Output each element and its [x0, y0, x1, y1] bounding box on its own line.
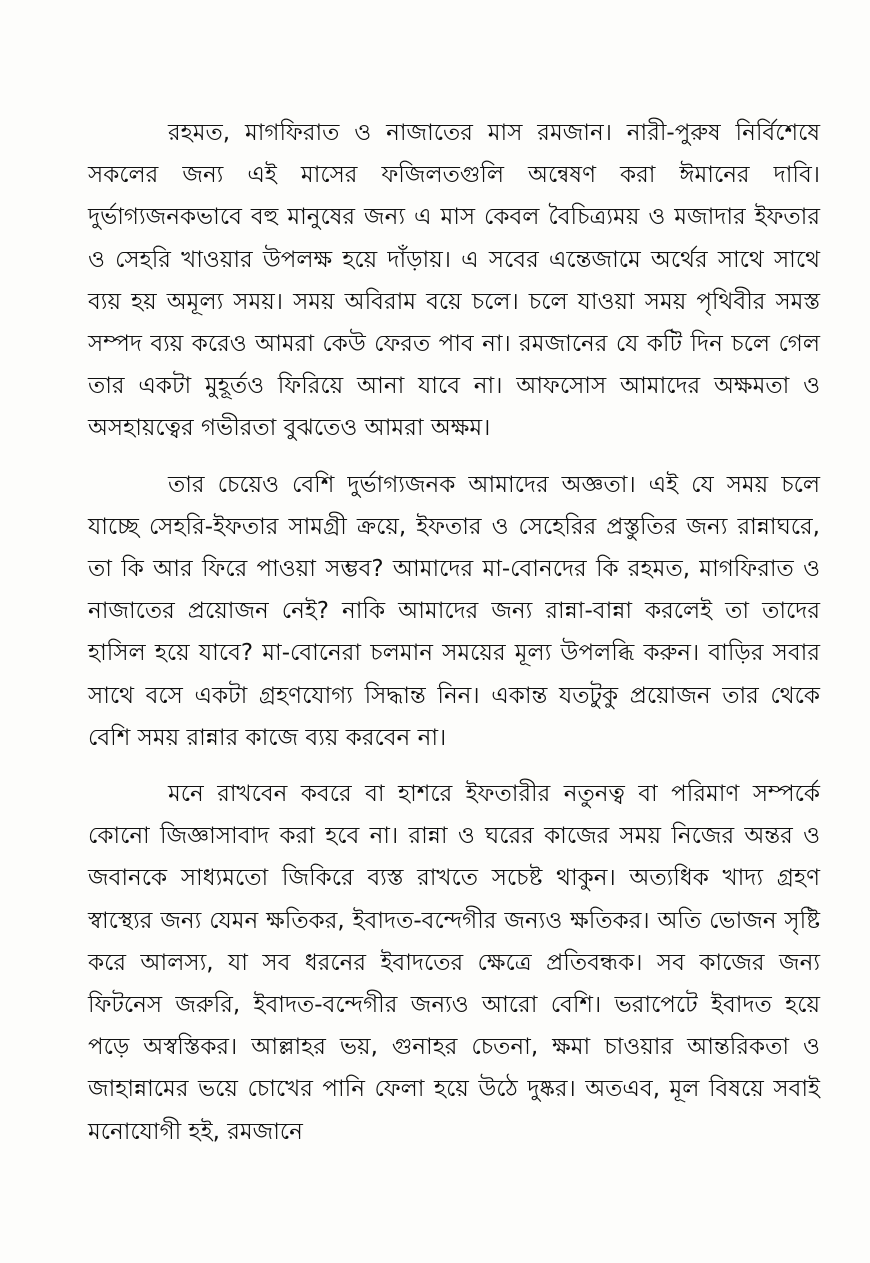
body-text: [88, 112, 820, 1153]
paragraph-1: রহমত, মাগফিরাত ও নাজাতের মাস রমজান। নারী-পুরুষ নির্বিশেষে সকলের জন্য এই মাসের ফজিলতগুলি অন্বেষণ করা ঈমানের দাবি। দুর্ভাগ্যজনকভাবে বহু মানুষের জন্য এ মাস কেবল বৈচিত্র্যময় ও মজাদার ইফতার ও সেহরি খাওয়ার উপলক্ষ হয়ে দাঁড়ায়। এ সবের এন্তেজামে অর্থের সাথে সাথে ব্যয় হয় অমূল্য সময়। সময় অবিরাম বয়ে চলে। চলে যাওয়া সময় পৃথিবীর সমস্ত সম্পদ ব্যয় করেও আমরা কেউ ফেরত পাব না। রমজানের যে কটি দিন চলে গেল তার একটা মুহূর্তও ফিরিয়ে আনা যাবে না। আফসোস আমাদের অক্ষমতা ও অসহায়ত্বের গভীরতা বুঝতেও আমরা অক্ষম।: [88, 120, 820, 442]
paragraph-2: তার চেয়েও বেশি দুর্ভাগ্যজনক আমাদের অজ্ঞতা। এই যে সময় চলে যাচ্ছে সেহরি-ইফতার সামগ্রী ক্রয়ে, ইফতার ও সেহেরির প্রস্তুতির জন্য রান্নাঘরে, তা কি আর ফিরে পাওয়া সম্ভব? আমাদের মা-বোনদের কি রহমত, মাগফিরাত ও নাজাতের প্রয়োজন নেই? নাকি আমাদের জন্য রান্না-বান্না করলেই তা তাদের হাসিল হয়ে যাবে? মা-বোনেরা চলমান সময়ের মূল্য উপলব্ধি করুন। বাড়ির সবার সাথে বসে একটা গ্রহণযোগ্য সিদ্ধান্ত নিন। একান্ত যতটুকু প্রয়োজন তার থেকে বেশি সময় রান্নার কাজে ব্যয় করবেন না।: [88, 471, 820, 751]
paragraph-3: মনে রাখবেন কবরে বা হাশরে ইফতারীর নতুনত্ব বা পরিমাণ সম্পর্কে কোনো জিজ্ঞাসাবাদ করা হবে না। রান্না ও ঘরের কাজের সময় নিজের অন্তর ও জবানকে সাধ্যমতো জিকিরে ব্যস্ত রাখতে সচেষ্ট থাকুন। অত্যধিক খাদ্য গ্রহণ স্বাস্থ্যের জন্য যেমন ক্ষতিকর, ইবাদত-বন্দেগীর জন্যও ক্ষতিকর। অতি ভোজন সৃষ্টি করে আলস্য, যা সব ধরনের ইবাদতের ক্ষেত্রে প্রতিবন্ধক। সব কাজের জন্য ফিটনেস জরুরি, ইবাদত-বন্দেগীর জন্যও আরো বেশি। ভরাপেটে ইবাদত হয়ে পড়ে অস্বস্তিকর। আল্লাহর ভয়, গুনাহর চেতনা, ক্ষমা চাওয়ার আন্তরিকতা ও জাহান্নামের ভয়ে চোখের পানি ফেলা হয়ে উঠে দুষ্কর। অতএব, মূল বিষয়ে সবাই মনোযোগী হই, রমজানে: [88, 781, 820, 1145]
